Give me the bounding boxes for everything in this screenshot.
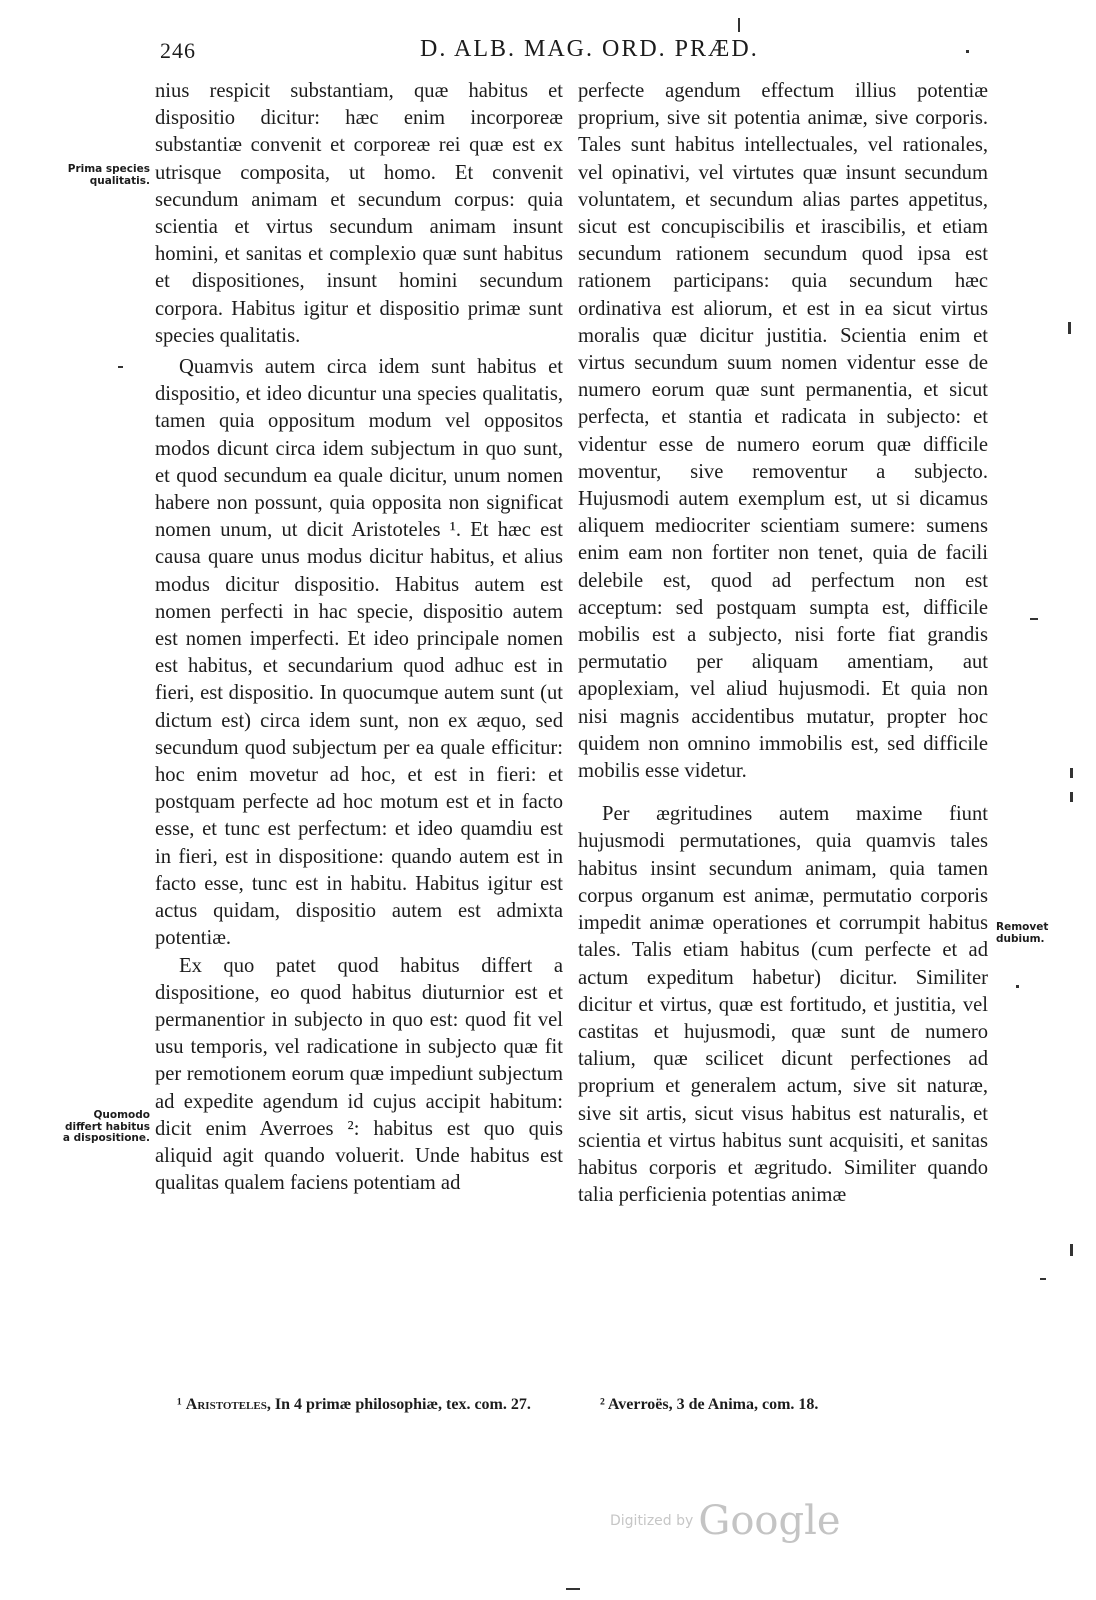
footnote-2: ² Averroës, 3 de Anima, com. 18. [600,1396,819,1413]
edge-mark [1070,792,1073,802]
google-watermark [610,1498,841,1544]
edge-mark [1030,618,1038,620]
left-column [155,78,563,1197]
google-logo: Google [698,1498,841,1544]
side-note-prima-species: Prima species qualitatis. [67,163,150,187]
page-number: 246 [160,38,196,63]
right-paragraph-2: Per ægritudines autem maxime fiunt hujusmodi permutationes, quia quamvis tales habitus insint secundum animam, quia tamen corpus organum est animæ, permutatio corporis impedit animæ operationes et corrumpit habitus tales. Talis etiam habitus (cum perfecte et ad actum expeditum habetur) dicitur. Similiter dicitur et virtus, quæ est fortitudo, et justitia, vel castitas et hujusmodi, quæ sunt de numero talium, quæ scilicet dicunt perfectiones ad proprium et generalem actum, sive sit naturæ, sive sit artis, sicut visus habitus est naturalis, et scientia et virtus habitus sunt acquisiti, et sanitas habitus corporis et ægritudo. Similiter quando talia perficienia potentias animæ [578,803,988,1207]
edge-mark [1016,985,1019,988]
watermark-prefix: Digitized by [610,1513,694,1529]
edge-mark [118,366,123,368]
edge-mark [966,50,969,53]
edge-mark [1040,1278,1046,1280]
right-paragraph-1: perfecte agendum effectum illius potentiæ proprium, sive sit potentia animæ, sive corporis. Tales sunt habitus intellectuales, vel rationales, vel opinativi, vel virtutes quæ insunt secundum voluntatem, et secundum alias partes appetitus, sicut est concupiscibilis et irascibilis, et etiam secundum rationem secundum quod ipsa est rationem participans: quia secundum hæc ordinativa est aliorum, et est in ea sicut virtus moralis quæ dicitur justitia. Scientia enim et virtus secundum suum nomen videntur esse de numero eorum quæ sunt permanentia, et sicut perfecta, et stantia et radicata in subjecto: et videntur esse de numero eorum quæ difficile moventur, sive removentur a subjecto. Hujusmodi autem exemplum est, ut si dicamus aliquem mediocriter scientiam sumere: sumens enim eam non fortiter non tenet, quia de facili delebile est, quod ad perfectum non est acceptum: sed postquam sumpta est, difficile mobilis est a subjecto, nisi forte fiat grandis permutatio per aliquam amentiam, aut apoplexiam, vel aliud hujusmodi. Et quia non nisi magnis accidentibus mutatur, propter hoc quidem non omnino immobilis est, sed difficile mobilis esse videtur. [578,80,988,783]
edge-mark [1070,1244,1073,1256]
left-paragraph-3: Ex quo patet quod habitus differt a dispositione, eo quod habitus diuturnior est et permanentior in subjecto in quo est: quod fit vel usu temporis, vel radicatione in subjecto quæ fit per remotionem eorum quæ impediunt subjectum ad expedite agendum id cujus accipit habitum: dicit enim Averroes ²: habitus est quo quis aliquid agit quando voluerit. Unde habitus est qualitas qualem faciens potentiam ad [155,954,563,1195]
edge-mark [566,1588,580,1590]
left-paragraph-2: Quamvis autem circa idem sunt habitus et dispositio, et ideo dicuntur una species qualitatis, tamen quia oppositum modum vel oppositos modos dicunt circa idem subjectum in quo sunt, et quod secundum ea quale dicitur, unum nomen habere non possunt, quia opposita non significat nomen unum, ut dicit Aristoteles ¹. Et hæc est causa quare unus modus dicitur habitus, et alius modus dicitur dispositio. Habitus autem est nomen perfecti in hac specie, dispositio autem est nomen imperfecti. Et ideo principale nomen est habitus, et secundarium quod adhuc est in fieri, est dispositio. In quocumque autem sunt (ut dictum est) circa idem sunt, non ex æquo, sed secundum quod subjectum per ea quale efficitur: hoc enim movetur ad hoc, et est in fieri: et postquam perfecte ad hoc motum est et in facto esse, et tunc est perfectum: et ideo quamdiu est in fieri, est in dispositione: quando autem est in facto esse, tunc est in habitu. Habitus igitur est actus quidam, dispositio autem est admixta potentiæ. [155,356,563,950]
footnote-1-author: Aristoteles [185,1396,267,1413]
side-note-quomodo-differt: Quomodo differt habitus a dispositione. [62,1109,150,1144]
side-note-removet-dubium: Removet dubium. [996,921,1049,945]
edge-mark [738,18,740,32]
running-head: D. ALB. MAG. ORD. PRÆD. [420,36,759,62]
edge-mark [1068,322,1071,334]
page-header [0,30,1096,70]
right-column [578,78,988,1209]
edge-mark [1070,768,1073,778]
footnote-1-text: , In 4 primæ philosophiæ, tex. com. 27. [266,1396,531,1413]
footnote-1-marker: ¹ [177,1396,182,1413]
footnote-1 [155,1394,563,1416]
left-paragraph-1: nius respicit substantiam, quæ habitus et dispositio dicitur: hæc enim incorporeæ substantiæ convenit et corporeæ rei quæ est ex utrisque composita, ut homo. Et convenit secundum animam et secundum corpus: quia scientia et virtus secundum animam insunt homini, et sanitas et complexio quæ sunt habitus et dispositiones, insunt homini secundum corpora. Habitus igitur et dispositio primæ sunt species qualitatis. [155,80,563,347]
